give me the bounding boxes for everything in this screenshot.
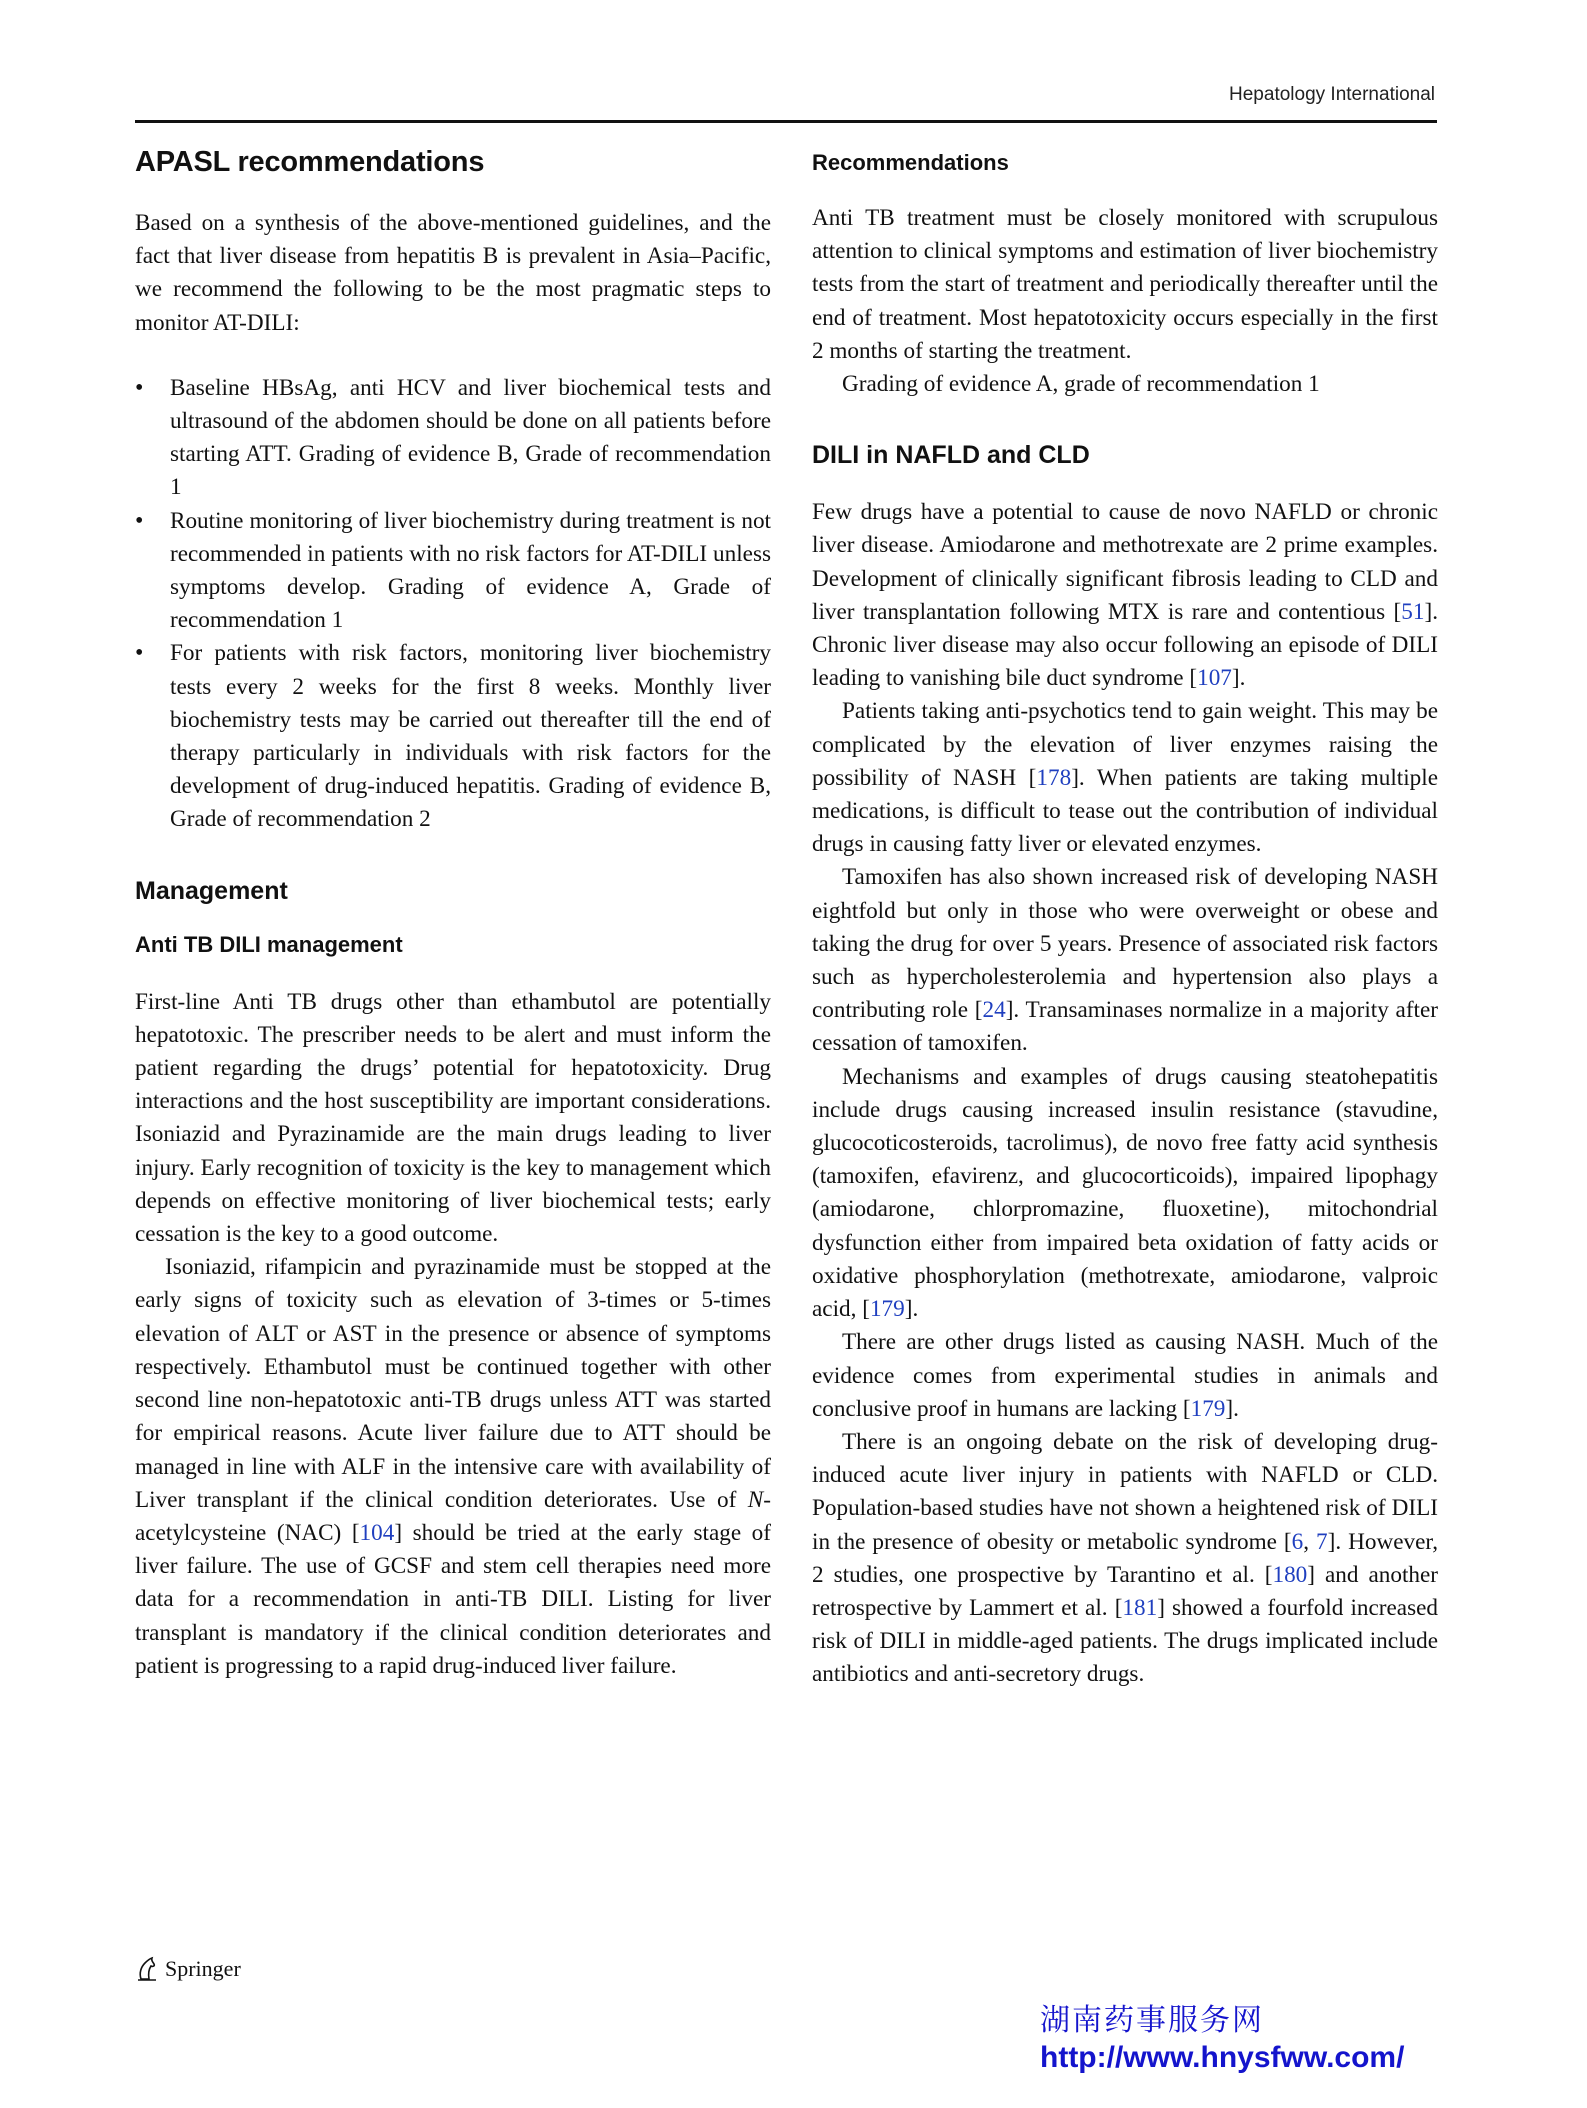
journal-name: Hepatology International — [1229, 84, 1435, 105]
nafld-paragraph-1: Few drugs have a potential to cause de novo NAFLD or chronic liver disease. Amiodarone and methotrexate are 2 prime examples. Development of clinically significant fibrosis leading to CLD and liver transplantation following MTX is rare and contentious [51]. Chronic liver disease may also occur following an episode of DILI leading to vanishing bile duct syndrome [107]. — [812, 499, 1438, 692]
recommendation-paragraph: Anti TB treatment must be closely monitored with scrupulous attention to clinical symptoms and estimation of liver biochemistry tests from the start of treatment and periodically thereafter until the end of treatment. Most hepatotoxicity occurs especially in the first 2 months of starting the treatment. — [812, 205, 1438, 364]
nafld-paragraph-4: Mechanisms and examples of drugs causing steatohepatitis include drugs causing increased insulin resistance (stavudine, glucocoticosteroids, tacrolimus), de novo free fatty acid synthesis (tamoxifen, efavirenz, and glucocorticoids), impaired lipophagy (amiodarone, chlorpromazine, fluoxetine), mitochondrial dysfunction either from impaired beta oxidation of fatty acids or oxidative phosphorylation (methotrexate, amiodarone, valproic acid, [179]. — [812, 1063, 1438, 1323]
publisher-name: Springer — [165, 1956, 241, 1981]
running-header — [135, 82, 1437, 123]
citation-link[interactable]: 107 — [1197, 665, 1232, 692]
springer-horse-icon — [135, 1955, 159, 1983]
citation-link[interactable]: 179 — [1190, 1395, 1226, 1422]
subsection-heading-anti-tb: Anti TB DILI management — [135, 931, 403, 957]
citation-link[interactable]: 7 — [1316, 1528, 1328, 1555]
intro-paragraph: Based on a synthesis of the above-mentioned guidelines, and the fact that liver disease from hepatitis B is prevalent in Asia–Pacific, we recommend the following to be the most pragmatic steps to monitor AT-DILI: — [135, 210, 771, 336]
citation-link[interactable]: 24 — [982, 997, 1006, 1024]
watermark — [1040, 1995, 1404, 2075]
watermark-url[interactable]: http://www.hnysfww.com/ — [1040, 2041, 1405, 2074]
nafld-paragraph-2: Patients taking anti-psychotics tend to gain weight. This may be complicated by the elevation of liver enzymes raising the possibility of NASH [178]. When patients are taking multiple medications, is difficult to tease out the contribution of individual drugs in causing fatty liver or elevated enzymes. — [812, 698, 1438, 858]
section-heading-dili-nafld: DILI in NAFLD and CLD — [812, 441, 1090, 470]
citation-link[interactable]: 178 — [1036, 764, 1072, 791]
citation-link[interactable]: 181 — [1122, 1594, 1158, 1621]
list-item: • For patients with risk factors, monitoring liver biochemistry tests every 2 weeks for the first 8 weeks. Monthly liver biochemistry tests may be carried out thereafter till the end of therapy particularly in individuals with risk factors for the development of drug-induced hepatitis. Grading of evidence B, Grade of recommendation 2 — [135, 637, 771, 836]
section-heading-management: Management — [135, 876, 288, 905]
management-paragraph-1: First-line Anti TB drugs other than ethambutol are potentially hepatotoxic. The prescriber needs to be alert and must inform the patient regarding the drugs’ potential for hepatotoxicity. Drug interactions and the host susceptibility are important considerations. Isoniazid and Pyrazinamide are the main drugs leading to liver injury. Early recognition of toxicity is the key to management which depends on effective monitoring of liver biochemical tests; early cessation is the key to a good outcome. — [135, 988, 771, 1248]
watermark-site-name: 湖南药事服务网 — [1040, 2003, 1264, 2038]
right-column — [812, 142, 1438, 1692]
subsection-heading-recommendations: Recommendations — [812, 150, 1009, 175]
citation-link[interactable]: 180 — [1272, 1561, 1308, 1588]
citation-link[interactable]: 6 — [1291, 1528, 1304, 1555]
left-column — [135, 142, 771, 1683]
list-item: • Baseline HBsAg, anti HCV and liver biochemical tests and ultrasound of the abdomen should be done on all patients before starting ATT. Grading of evidence B, Grade of recommendation 1 — [135, 372, 771, 505]
nafld-paragraph-5: There are other drugs listed as causing NASH. Much of the evidence comes from experimental studies in animals and conclusive proof in humans are lacking [179]. — [812, 1329, 1438, 1422]
citation-link[interactable]: 51 — [1401, 598, 1425, 625]
page-footer — [135, 1955, 241, 1983]
nafld-paragraph-3: Tamoxifen has also shown increased risk of developing NASH eightfold but only in those who were overweight or obese and taking the drug for over 5 years. Presence of associated risk factors such as hypercholesterolemia and hypertension also plays a contributing role [24]. Transaminases normalize in a majority after cessation of tamoxifen. — [812, 864, 1439, 1057]
citation-link[interactable]: 179 — [869, 1296, 905, 1323]
nafld-paragraph-6: There is an ongoing debate on the risk of developing drug-induced acute liver injury in patients with NAFLD or CLD. Population-based studies have not shown a heightened risk of DILI in the presence of obesity or metabolic syndrome [6, 7]. However, 2 studies, one prospective by Tarantino et al. [180] and another retrospective by Lammert et al. [181] showed a fourfold increased risk of DILI in middle-aged patients. The drugs implicated include antibiotics and anti-secretory drugs. — [812, 1428, 1439, 1688]
citation-link[interactable]: 104 — [359, 1519, 395, 1546]
recommendation-list — [135, 372, 771, 837]
grading-line: Grading of evidence A, grade of recommendation 1 — [842, 371, 1320, 398]
section-heading-apasl: APASL recommendations — [135, 146, 485, 178]
management-paragraph-2: Isoniazid, rifampicin and pyrazinamide must be stopped at the early signs of toxicity such as elevation of 3-times or 5-times elevation of ALT or AST in the presence or absence of symptoms respectively. Ethambutol must be continued together with other second line non-hepatotoxic anti-TB drugs unless ATT was started for empirical reasons. Acute liver failure due to ATT should be managed in line with ALF in the intensive care with availability of Liver transplant if the clinical condition deteriorates. Use of N-acetylcysteine (NAC) [104] should be tried at the early stage of liver failure. The use of GCSF and stem cell therapies need more data for a recommendation in anti-TB DILI. Listing for liver transplant is mandatory if the clinical condition deteriorates and patient is progressing to a rapid drug-induced liver failure. — [135, 1254, 771, 1679]
list-item: • Routine monitoring of liver biochemistry during treatment is not recommended in patients with no risk factors for AT-DILI unless symptoms develop. Grading of evidence A, Grade of recommendation 1 — [135, 505, 771, 638]
